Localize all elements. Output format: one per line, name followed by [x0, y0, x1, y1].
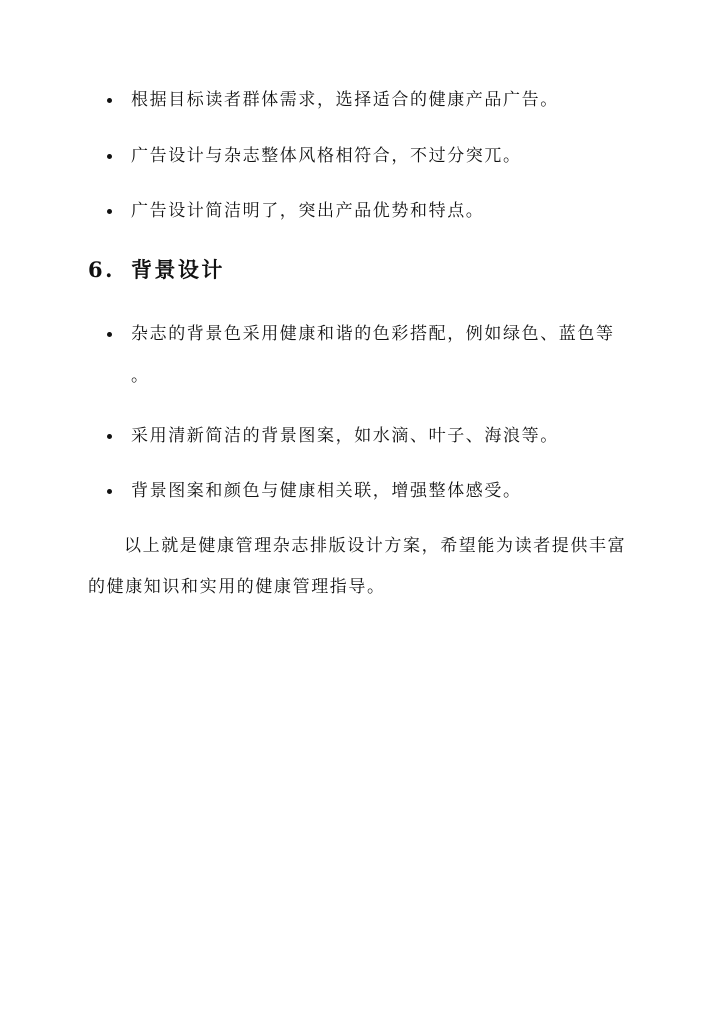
bullet-icon [107, 434, 112, 439]
bullet-icon [107, 154, 112, 159]
paragraph-line: 的健康知识和实用的健康管理指导。 [88, 577, 386, 597]
list-item-text: 杂志的背景色采用健康和谐的色彩搭配，例如绿色、蓝色等 [131, 324, 615, 344]
bullet-icon [107, 209, 112, 214]
list-item-text: 采用清新简洁的背景图案，如水滴、叶子、海浪等。 [131, 426, 559, 446]
paragraph-line: 以上就是健康管理杂志排版设计方案，希望能为读者提供丰富 [124, 536, 627, 556]
list-item-text: 广告设计简洁明了，突出产品优势和特点。 [131, 201, 485, 221]
list-item-continuation: 。 [131, 366, 148, 386]
section-heading [88, 259, 225, 280]
bullet-icon [107, 489, 112, 494]
bullet-icon [107, 332, 112, 337]
section-number: 6. [88, 257, 115, 282]
bullet-icon [107, 98, 112, 103]
section-title: 背景设计 [130, 257, 225, 282]
list-item-text: 根据目标读者群体需求，选择适合的健康产品广告。 [131, 90, 559, 110]
list-item-text: 广告设计与杂志整体风格相符合，不过分突兀。 [131, 146, 522, 166]
list-item-text: 背景图案和颜色与健康相关联，增强整体感受。 [131, 481, 522, 501]
